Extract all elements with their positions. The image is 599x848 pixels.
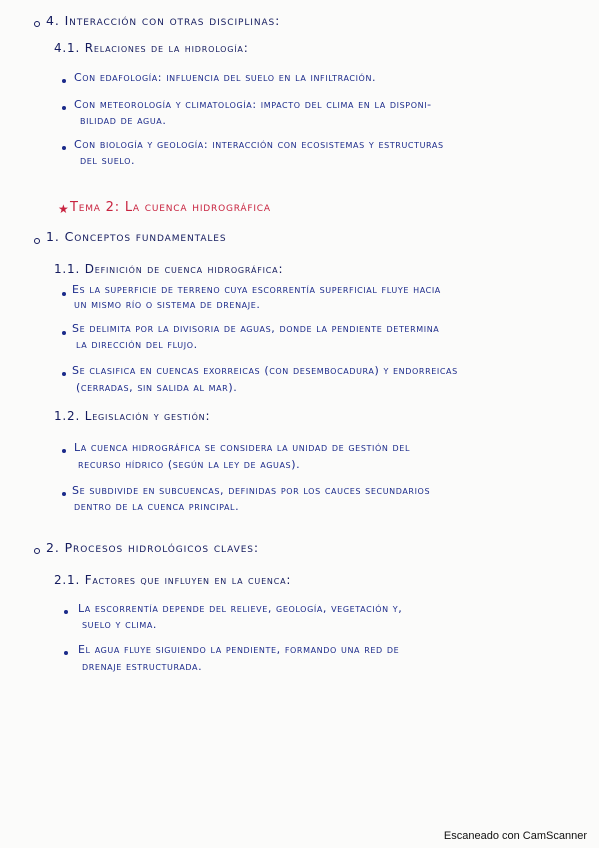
bullet-dot	[64, 610, 68, 614]
bullet-text: Se delimita por la divisoria de aguas, donde la pendiente determina	[72, 322, 440, 335]
bullet-text: suelo y clima.	[82, 618, 158, 631]
bullet-text: Con biología y geología: interacción con ecosistemas y estructuras	[74, 138, 444, 151]
star-icon: ★	[58, 202, 69, 216]
bullet-text: un mismo río o sistema de drenaje.	[74, 298, 261, 311]
section-heading: 1. Conceptos fundamentales	[46, 229, 227, 244]
bullet-text: El agua fluye siguiendo la pendiente, formando una red de	[78, 643, 400, 656]
bullet-dot	[62, 79, 66, 83]
bullet-text: Con edafología: influencia del suelo en la infiltración.	[74, 71, 377, 84]
topic-title: Tema 2: La cuenca hidrográfica	[70, 200, 271, 215]
section-heading: 2. Procesos hidrológicos claves:	[46, 540, 260, 555]
bullet-text: La escorrentía depende del relieve, geología, vegetación y,	[78, 602, 403, 615]
bullet-text: (cerradas, sin salida al mar).	[76, 381, 238, 394]
bullet-text: recurso hídrico (según la ley de aguas).	[78, 458, 301, 471]
bullet-text: La cuenca hidrográfica se considera la unidad de gestión del	[74, 441, 410, 454]
section-bullet	[34, 238, 40, 244]
section-heading: 4. Interacción con otras disciplinas:	[46, 13, 281, 28]
bullet-dot	[62, 492, 66, 496]
section-bullet	[34, 21, 40, 27]
bullet-dot	[62, 449, 66, 453]
bullet-dot	[64, 651, 68, 655]
bullet-text: Se clasifica en cuencas exorreicas (con desembocadura) y endorreicas	[72, 364, 458, 377]
bullet-text: Con meteorología y climatología: impacto del clima en la disponi-	[74, 98, 432, 111]
subsection-heading: 1.1. Definición de cuenca hidrográfica:	[54, 262, 284, 276]
bullet-text: bilidad de agua.	[80, 114, 167, 127]
subsection-heading: 4.1. Relaciones de la hidrología:	[54, 41, 249, 55]
section-bullet	[34, 548, 40, 554]
bullet-text: Se subdivide en subcuencas, definidas por los cauces secundarios	[72, 484, 431, 497]
bullet-dot	[62, 372, 66, 376]
subsection-heading: 2.1. Factores que influyen en la cuenca:	[54, 573, 292, 587]
bullet-dot	[62, 331, 66, 335]
bullet-dot	[62, 146, 66, 150]
scanner-watermark: Escaneado con CamScanner	[443, 830, 587, 842]
bullet-dot	[62, 292, 66, 296]
subsection-heading: 1.2. Legislación y gestión:	[54, 409, 211, 423]
bullet-text: la dirección del flujo.	[76, 338, 198, 351]
bullet-dot	[62, 106, 66, 110]
bullet-text: Es la superficie de terreno cuya escorrentía superficial fluye hacia	[72, 283, 441, 296]
bullet-text: dentro de la cuenca principal.	[74, 500, 240, 513]
bullet-text: del suelo.	[80, 154, 136, 167]
bullet-text: drenaje estructurada.	[82, 660, 203, 673]
